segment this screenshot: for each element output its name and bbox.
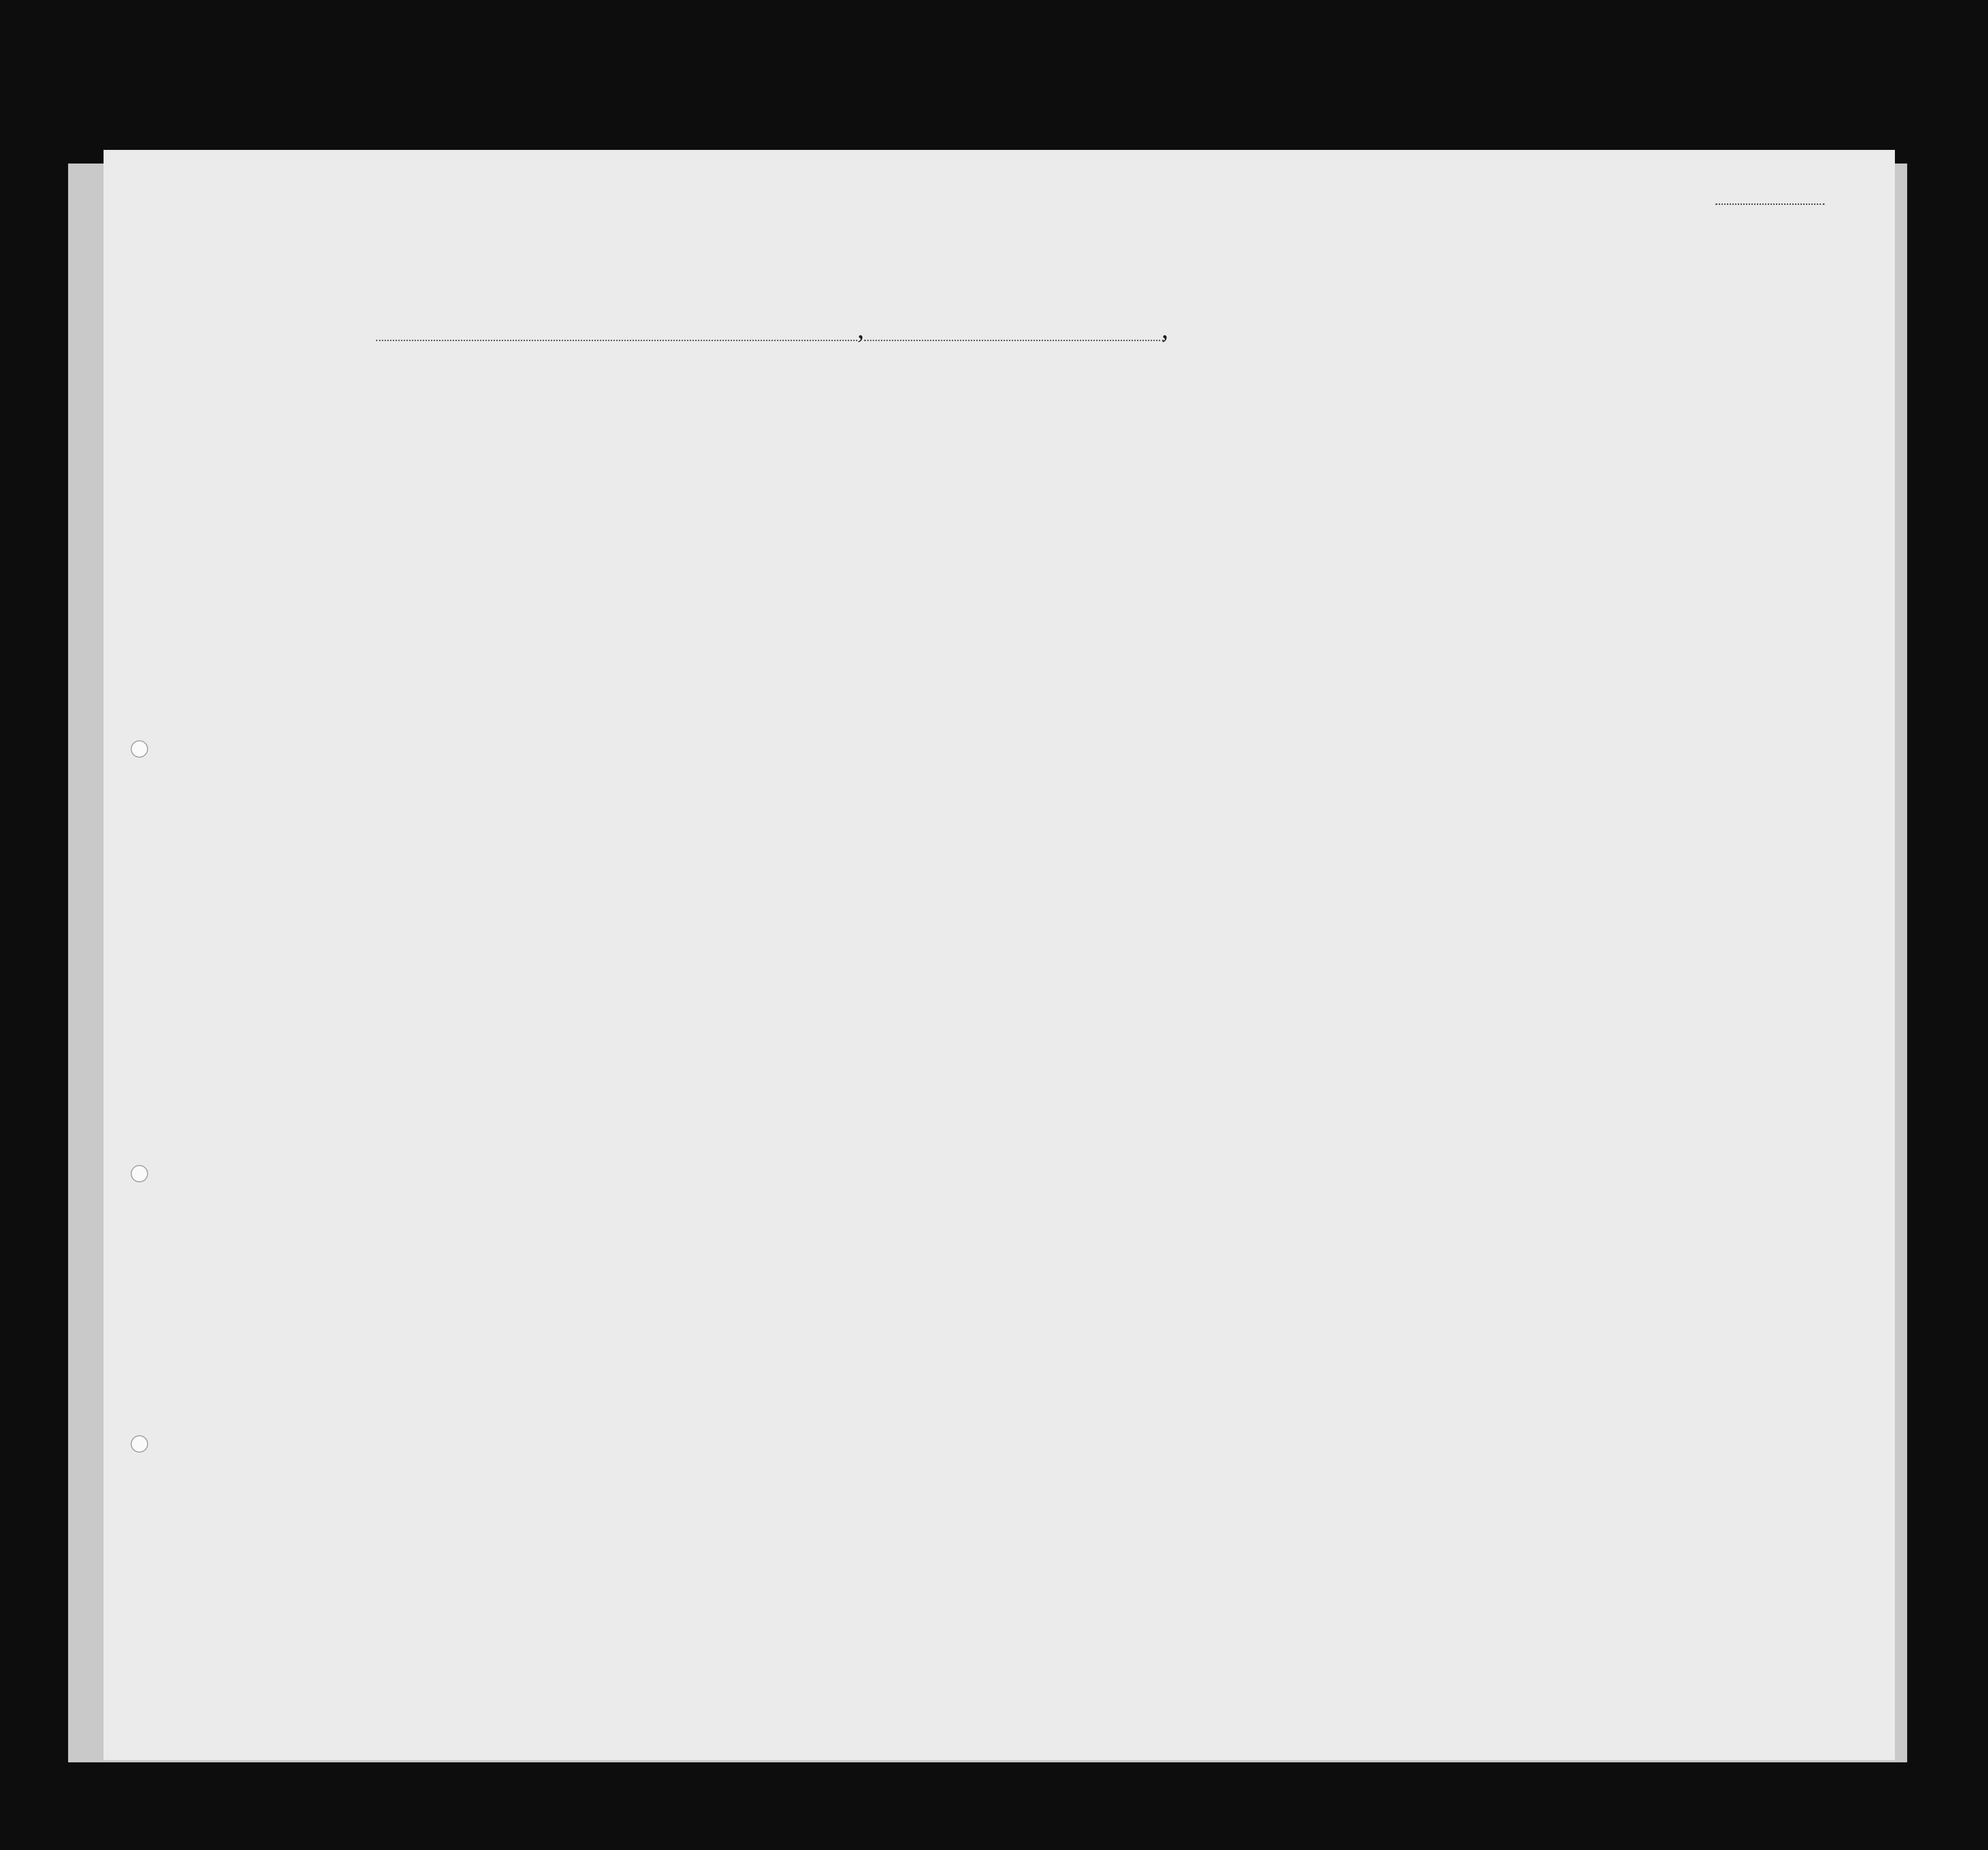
header-prison: [1248, 413, 1273, 659]
comma: ,: [857, 314, 864, 344]
header-purpose-length: [1168, 413, 1193, 659]
binder-hole: [131, 1435, 148, 1453]
comma-2: ,: [1162, 314, 1168, 344]
header-inches: [1600, 468, 1618, 559]
header-ticket: [592, 413, 619, 659]
header-excluded: [1411, 413, 1432, 659]
header-feet: [1575, 468, 1593, 559]
header-purpose-citizen: [1196, 413, 1221, 659]
header-polygamist: [1276, 413, 1297, 659]
header-overthrow: [1330, 413, 1366, 659]
header-purpose-return: [1139, 413, 1166, 659]
binder-hole: [131, 1165, 148, 1182]
table-grid: [104, 150, 1895, 1760]
manifest-sheet: [104, 150, 1895, 1760]
binder-hole: [131, 740, 148, 758]
header-deported: [1436, 413, 1457, 659]
header-labor-offer: [1377, 413, 1409, 659]
header-fifty: [711, 413, 738, 659]
header-anarchist: [1301, 413, 1322, 659]
